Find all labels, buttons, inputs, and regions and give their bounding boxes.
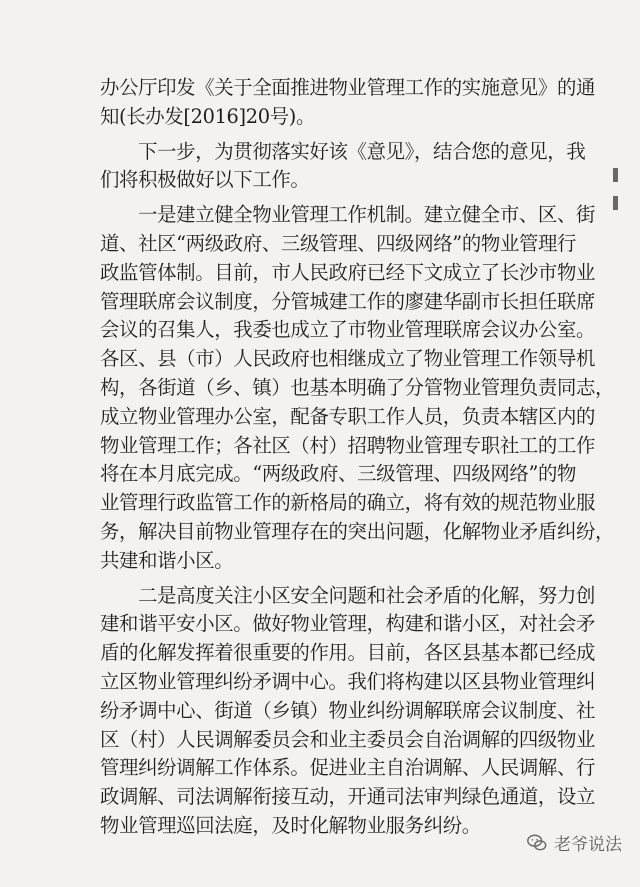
paragraph xyxy=(100,582,596,841)
text-line: 物业管理工作；各社区（村）招聘物业管理专职社工的工作 xyxy=(100,433,596,457)
text-line: 务，解决目前物业管理存在的突出问题，化解物业矛盾纠纷， xyxy=(100,519,615,543)
text-line: 成立物业管理办公室，配备专职工作人员，负责本辖区内的 xyxy=(100,404,596,428)
binding-hole-mark xyxy=(613,196,618,210)
text-line: 一是建立健全物业管理工作机制。建立健全市、区、街 xyxy=(100,203,596,227)
text-line: 管理纠纷调解工作体系。促进业主自治调解、人民调解、行 xyxy=(100,756,596,780)
text-line: 知(长办发[2016]20号)。 xyxy=(100,104,316,128)
text-line: 政调解、司法调解衔接互动，开通司法审判绿色通道，设立 xyxy=(100,785,596,809)
text-line: 二是高度关注小区安全问题和社会矛盾的化解，努力创 xyxy=(100,583,596,607)
text-line: 下一步，为贯彻落实好该《意见》，结合您的意见，我 xyxy=(100,139,586,163)
document-body xyxy=(100,74,615,841)
paragraph xyxy=(100,138,586,196)
text-line: 们将积极做好以下工作。 xyxy=(100,168,310,192)
text-line: 会议的召集人，我委也成立了市物业管理联席会议办公室。 xyxy=(100,318,596,342)
text-line: 构，各街道（乡、镇）也基本明确了分管物业管理负责同志， xyxy=(100,375,615,399)
text-line: 业管理行政监管工作的新格局的确立，将有效的规范物业服 xyxy=(100,491,596,515)
text-line: 盾的化解发挥着很重要的作用。目前，各区县基本都已经成 xyxy=(100,641,596,665)
text-line: 共建和谐小区。 xyxy=(100,548,234,572)
text-line: 建和谐平安小区。做好物业管理，构建和谐小区，对社会矛 xyxy=(100,612,596,636)
text-line: 道、社区“两级政府、三级管理、四级网络”的物业管理行 xyxy=(100,231,577,255)
text-line: 办公厅印发《关于全面推进物业管理工作的实施意见》的通 xyxy=(100,76,596,99)
text-line: 各区、县（市）人民政府也相继成立了物业管理工作领导机 xyxy=(100,347,596,371)
paragraph xyxy=(100,201,615,575)
binding-hole-mark xyxy=(613,168,618,182)
text-line: 区（村）人民调解委员会和业主委员会自治调解的四级物业 xyxy=(100,727,596,751)
text-line: 立区物业管理纠纷矛调中心。我们将构建以区县物业管理纠 xyxy=(100,669,596,693)
wechat-icon xyxy=(526,832,548,854)
text-line: 将在本月底完成。“两级政府、三级管理、四级网络”的物 xyxy=(100,462,577,486)
watermark-text: 老爷说法 xyxy=(554,835,622,855)
text-line: 政监管体制。目前，市人民政府已经下文成立了长沙市物业 xyxy=(100,260,596,284)
text-line: 管理联席会议制度，分管城建工作的廖建华副市长担任联席 xyxy=(100,289,596,313)
watermark xyxy=(526,830,622,855)
text-line: 物业管理巡回法庭，及时化解物业服务纠纷。 xyxy=(100,813,481,837)
paragraph xyxy=(100,74,596,132)
text-line: 纷矛调中心、街道（乡镇）物业纠纷调解联席会议制度、社 xyxy=(100,698,596,722)
